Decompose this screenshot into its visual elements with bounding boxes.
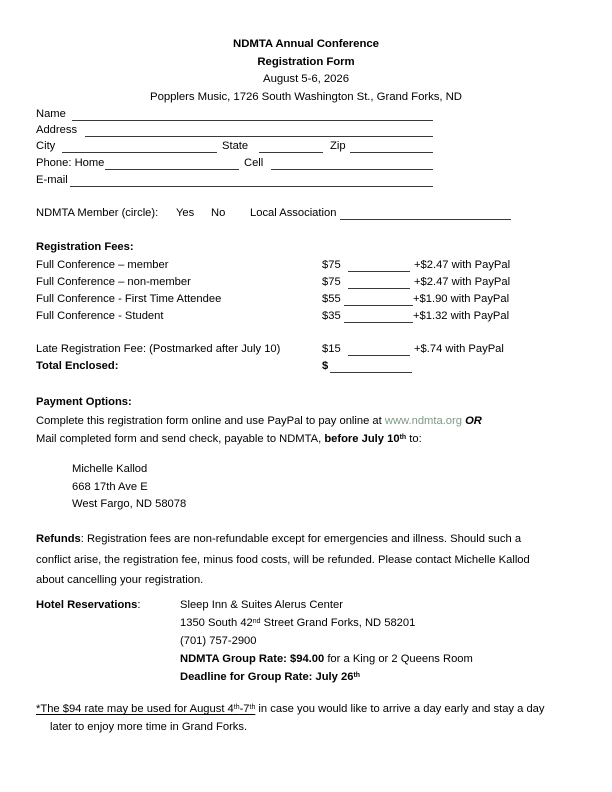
hotel-reservations-heading <box>36 599 140 612</box>
membership-label: NDMTA Member (circle): <box>36 207 159 219</box>
footnote-ordinal-first: th <box>233 704 240 712</box>
fee-row-amount: $35 <box>322 310 341 322</box>
mail-recipient-name: Michelle Kallod <box>72 463 148 475</box>
hotel-street-rest: Street Grand Forks, ND 58201 <box>260 617 416 629</box>
payment-mail-suffix: to: <box>406 433 422 445</box>
city-input-line[interactable] <box>62 152 217 153</box>
hotel-deadline-text: Deadline for Group Rate: July 26 <box>180 671 354 683</box>
payment-deadline-date: before July 10 <box>324 433 400 445</box>
fee-row-label: Full Conference - First Time Attendee <box>36 293 222 305</box>
state-input-line[interactable] <box>259 152 323 153</box>
footnote-rate-text: *The $94 rate may be used for August 4 <box>36 703 234 715</box>
footnote-underlined-segment <box>36 703 255 715</box>
label-name: Name <box>36 108 66 120</box>
total-enclosed-label: Total Enclosed: <box>36 360 119 372</box>
hotel-heading-text: Hotel Reservations <box>36 599 138 611</box>
local-association-label: Local Association <box>250 207 337 219</box>
hotel-street-address <box>180 617 415 630</box>
refunds-body: : Registration fees are non-refundable except for emergencies and illness. Should such a conflict arise, the registration fee, minus food costs, will be refunded. Please contact Michelle Kallod about cancelling your registration. <box>36 533 530 586</box>
hotel-group-rate-suffix: for a King or 2 Queens Room <box>324 653 473 665</box>
payment-deadline-bold <box>324 433 406 445</box>
payment-options-heading: Payment Options: <box>36 396 132 408</box>
refunds-heading: Refunds <box>36 533 81 545</box>
payment-mail-text: Mail completed form and send check, payable to NDMTA, <box>36 433 325 445</box>
late-fee-label: Late Registration Fee: (Postmarked after July 10) <box>36 343 281 355</box>
email-input-line[interactable] <box>70 186 433 187</box>
conference-title: NDMTA Annual Conference <box>233 38 379 50</box>
label-state: State <box>222 140 249 152</box>
hotel-heading-colon: : <box>137 599 141 611</box>
footnote-date-range: -7 <box>239 703 250 715</box>
hotel-name: Sleep Inn & Suites Alerus Center <box>180 599 343 611</box>
fee-row-input-line[interactable] <box>344 305 413 306</box>
fee-row-amount: $55 <box>322 293 341 305</box>
late-fee-amount: $15 <box>322 343 341 355</box>
hotel-street-number: 1350 South 42 <box>180 617 253 629</box>
membership-no-option[interactable]: No <box>211 207 226 219</box>
hotel-street-ordinal: nd <box>252 618 261 626</box>
payment-online-text: Complete this registration form online and use PayPal to pay online at <box>36 415 385 427</box>
label-phone-home: Phone: Home <box>36 157 105 169</box>
fee-row-label: Full Conference - Student <box>36 310 164 322</box>
label-zip: Zip <box>330 140 346 152</box>
payment-deadline-ordinal: th <box>399 434 407 442</box>
form-subtitle: Registration Form <box>257 55 355 68</box>
label-address: Address <box>36 124 78 136</box>
hotel-phone: (701) 757-2900 <box>180 635 257 647</box>
phone-home-input-line[interactable] <box>105 169 239 170</box>
late-fee-input-line[interactable] <box>348 355 410 356</box>
total-enclosed-input-line[interactable] <box>330 372 412 373</box>
footnote-continuation: later to enjoy more time in Grand Forks. <box>50 721 248 733</box>
mail-street-address: 668 17th Ave E <box>72 481 148 493</box>
total-enclosed-currency: $ <box>322 360 329 372</box>
fee-row-input-line[interactable] <box>348 288 410 289</box>
footnote-ordinal-second: th <box>249 704 256 712</box>
fee-row-label: Full Conference – non-member <box>36 276 191 288</box>
payment-line-mail <box>36 429 576 450</box>
fee-row-paypal: +$2.47 with PayPal <box>414 276 511 288</box>
conference-dates: August 5-6, 2026 <box>263 73 349 85</box>
refunds-paragraph <box>36 529 551 591</box>
footnote-rest: in case you would like to arrive a day early and stay a day <box>255 703 545 715</box>
fee-row-paypal: +$1.90 with PayPal <box>413 293 510 305</box>
fee-row-amount: $75 <box>322 259 341 271</box>
label-email: E-mail <box>36 174 68 186</box>
ndmta-website-link[interactable]: www.ndmta.org <box>384 415 462 427</box>
label-cell: Cell <box>244 157 264 169</box>
footnote-line-2 <box>50 718 590 738</box>
payment-or-connector: OR <box>465 415 482 427</box>
document-header <box>0 36 612 106</box>
address-input-line[interactable] <box>85 136 433 137</box>
fee-row-paypal: +$1.32 with PayPal <box>413 310 510 322</box>
mail-city-state-zip: West Fargo, ND 58078 <box>72 498 187 510</box>
zip-input-line[interactable] <box>350 152 433 153</box>
fee-row-amount: $75 <box>322 276 341 288</box>
hotel-deadline-ordinal: th <box>353 672 361 680</box>
cell-input-line[interactable] <box>271 169 433 170</box>
hotel-group-rate-label: NDMTA Group Rate: $94.00 <box>180 653 325 665</box>
hotel-group-rate-deadline <box>180 671 360 684</box>
membership-yes-option[interactable]: Yes <box>176 207 195 219</box>
name-input-line[interactable] <box>72 120 433 121</box>
footnote-line-1 <box>36 700 576 720</box>
fee-row-paypal: +$2.47 with PayPal <box>414 259 511 271</box>
conference-venue: Popplers Music, 1726 South Washington St., Grand Forks, ND <box>150 90 462 103</box>
fee-row-input-line[interactable] <box>348 271 410 272</box>
local-association-input-line[interactable] <box>340 219 511 220</box>
registration-fees-heading: Registration Fees: <box>36 241 134 253</box>
hotel-group-rate <box>180 653 473 666</box>
label-city: City <box>36 140 56 152</box>
fee-row-input-line[interactable] <box>344 322 413 323</box>
fee-row-label: Full Conference – member <box>36 259 169 271</box>
late-fee-paypal: +$.74 with PayPal <box>414 343 504 355</box>
